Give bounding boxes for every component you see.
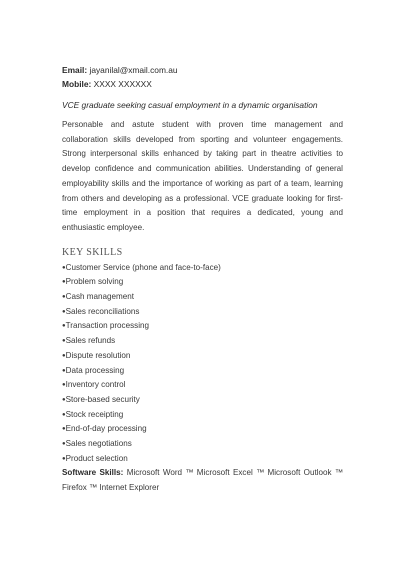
skill-list-item <box>62 305 343 320</box>
bullet-icon: ● <box>62 367 66 374</box>
skill-list-item <box>62 334 343 349</box>
skill-list-item <box>62 408 343 423</box>
email-line <box>62 63 343 77</box>
bullet-icon: ● <box>62 264 66 271</box>
skill-label: Data processing <box>65 365 125 375</box>
bullet-icon: ● <box>62 352 66 359</box>
mobile-line <box>62 77 343 91</box>
skill-label: Product selection <box>65 453 128 463</box>
skill-label: Inventory control <box>65 380 126 390</box>
skill-label: Sales negotiations <box>65 439 132 449</box>
skill-label: Stock receipting <box>65 409 124 419</box>
software-skills-value: Microsoft Word ™ Microsoft Excel ™ Microsoft Outlook ™ Firefox ™ Internet Explorer <box>62 468 344 493</box>
contact-block <box>62 63 343 91</box>
skill-label: Sales reconciliations <box>65 306 140 316</box>
skill-label: Dispute resolution <box>65 350 131 360</box>
key-skills-heading: KEY SKILLS <box>62 246 123 258</box>
bullet-icon: ● <box>62 382 66 389</box>
skill-label: Sales refunds <box>65 336 116 346</box>
skill-label: Customer Service (phone and face-to-face) <box>65 262 221 272</box>
bullet-icon: ● <box>62 294 66 301</box>
skill-list-item <box>62 452 343 467</box>
resume-page <box>62 63 343 496</box>
skill-label: Store-based security <box>65 394 140 404</box>
bullet-icon: ● <box>62 279 66 286</box>
key-skills-list <box>62 261 343 467</box>
skill-list-item <box>62 422 343 437</box>
bullet-icon: ● <box>62 396 66 403</box>
skill-list-item <box>62 349 343 364</box>
bullet-icon: ● <box>62 455 66 462</box>
bullet-icon: ● <box>62 441 66 448</box>
email-value: jayanilal@xmail.com.au <box>89 65 178 75</box>
email-label: Email: <box>62 65 88 75</box>
mobile-label: Mobile: <box>62 79 92 89</box>
skill-list-item <box>62 319 343 334</box>
skill-label: Problem solving <box>65 277 124 287</box>
mobile-value: XXXX XXXXXX <box>93 79 152 89</box>
profile-summary: Personable and astute student with proven time management and collaboration skills developed from sporting and volunteer engagements. Strong interpersonal skills enhanced by taking part in theatre activities to develop confidence and communication abilities. Understanding of general employability skills and the importance of working as part of a team, learning from others and developing as a professional. VCE graduate looking for first-time employment in a position that requires a dedicated, young and enthusiastic employee. <box>62 120 343 232</box>
skill-list-item <box>62 275 343 290</box>
software-skills <box>62 466 343 495</box>
objective-statement: VCE graduate seeking casual employment in a dynamic organisation <box>62 100 318 110</box>
skill-list-item <box>62 437 343 452</box>
bullet-icon: ● <box>62 426 66 433</box>
bullet-icon: ● <box>62 308 66 315</box>
bullet-icon: ● <box>62 411 66 418</box>
bullet-icon: ● <box>62 323 66 330</box>
skill-list-item <box>62 393 343 408</box>
skill-list-item <box>62 364 343 379</box>
skill-label: Transaction processing <box>65 321 150 331</box>
bullet-icon: ● <box>62 338 66 345</box>
software-skills-label: Software Skills: <box>62 468 124 478</box>
skill-list-item <box>62 290 343 305</box>
skill-label: Cash management <box>65 292 135 302</box>
skill-label: End-of-day processing <box>65 424 147 434</box>
skill-list-item <box>62 261 343 276</box>
skill-list-item <box>62 378 343 393</box>
